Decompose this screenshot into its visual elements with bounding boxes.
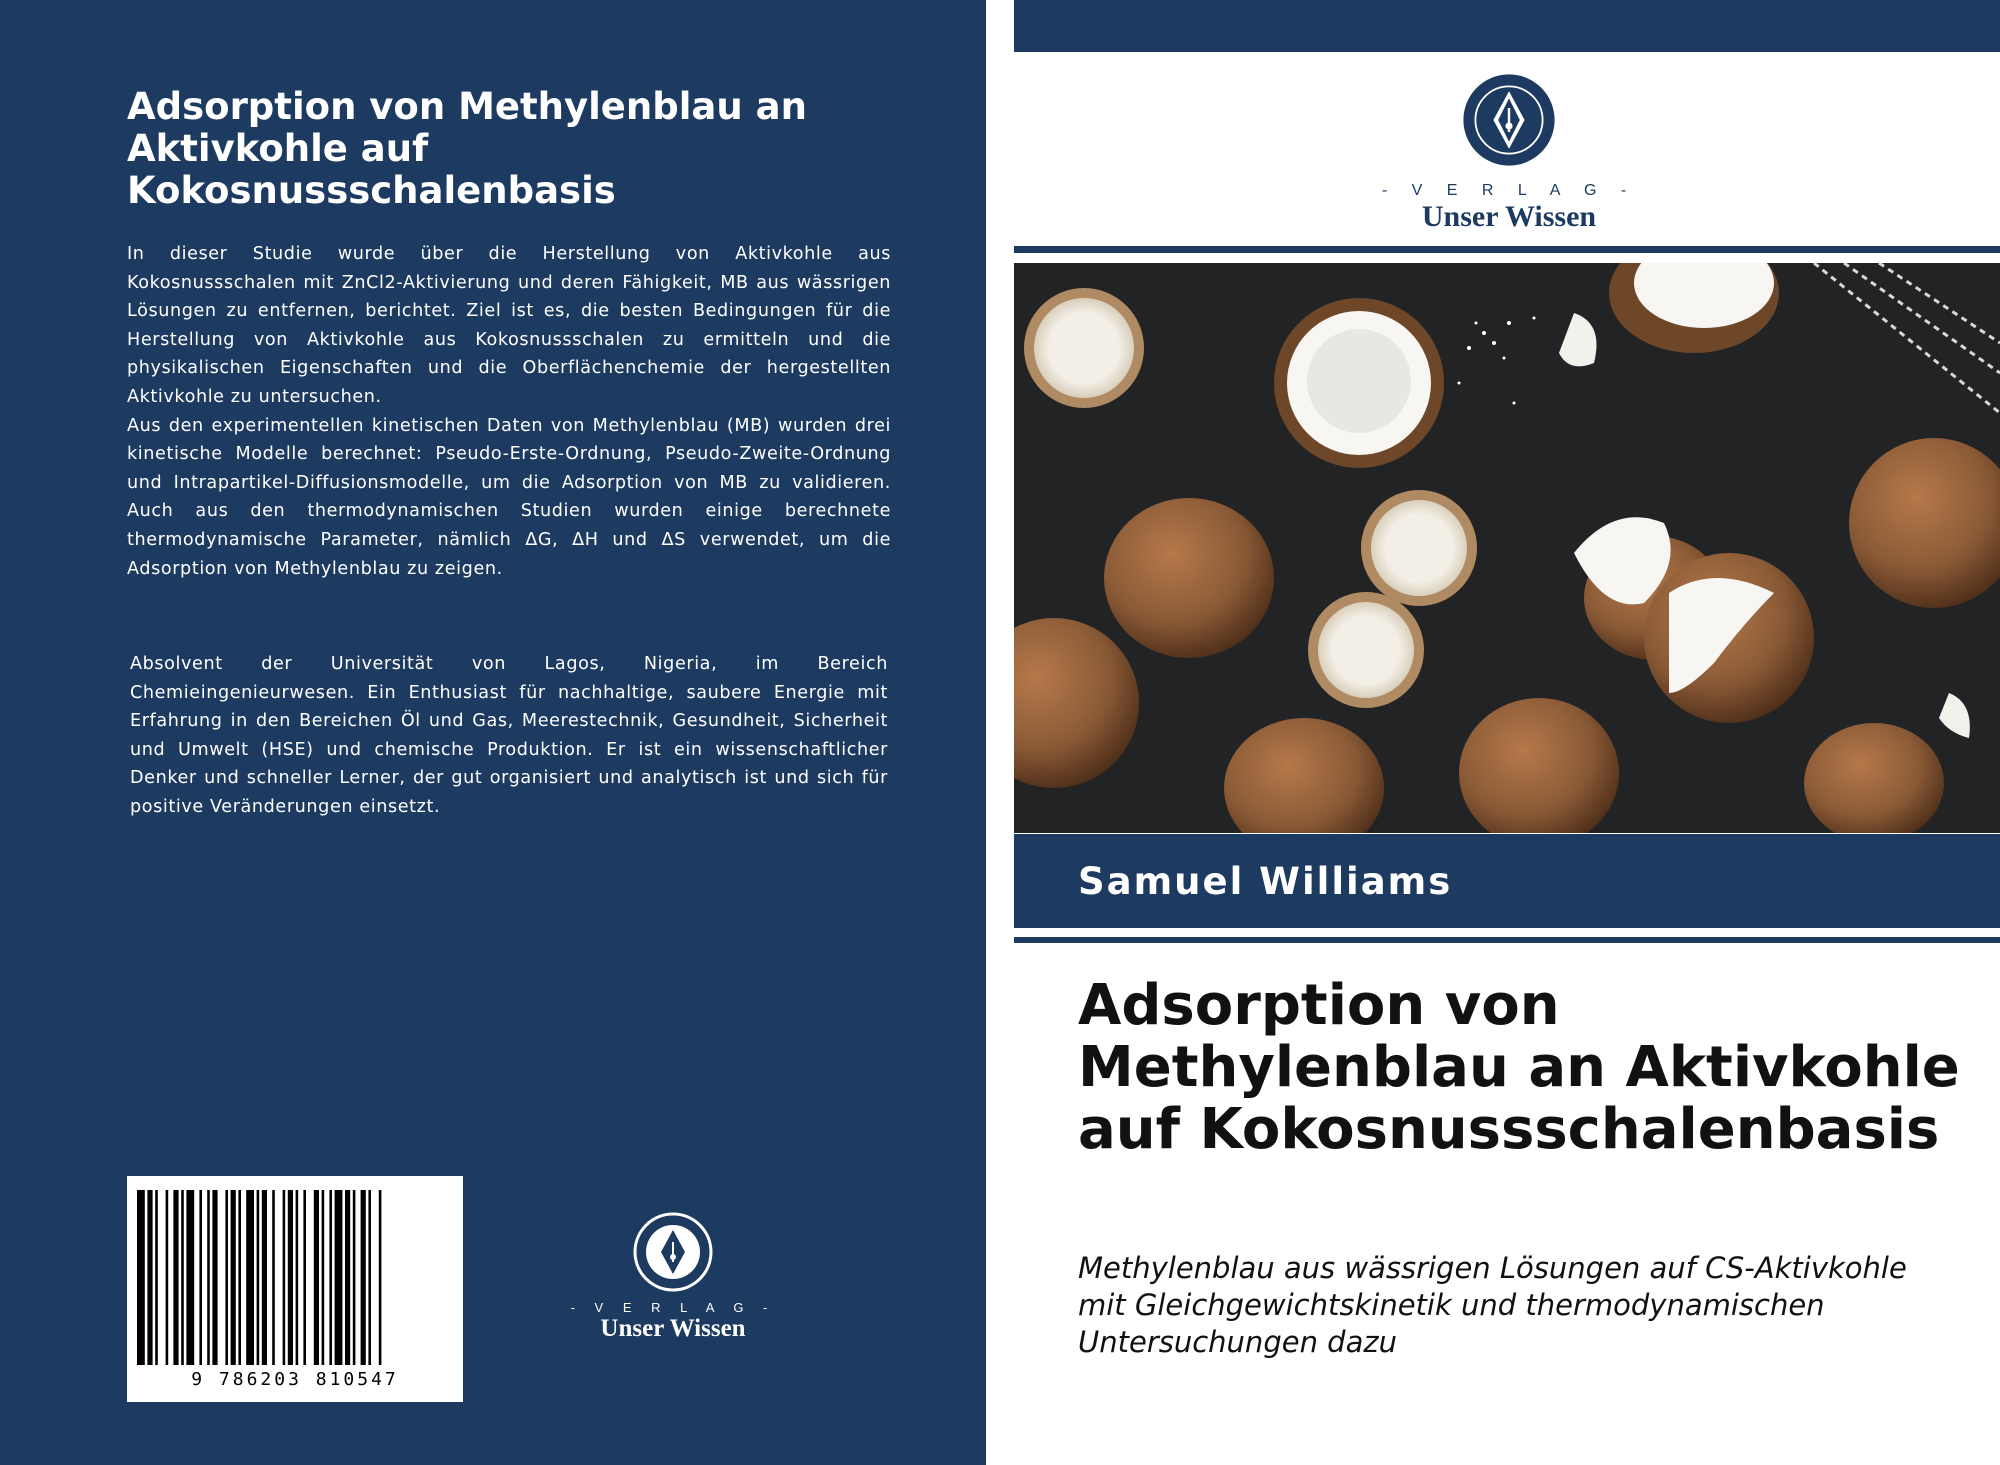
- cover-photo-coconuts: [1014, 263, 2000, 833]
- publisher-tagline: - V E R L A G -: [1381, 182, 1637, 199]
- publisher-name: Unser Wissen: [1421, 200, 1597, 233]
- isbn-number: 9 786203 810547: [191, 1369, 399, 1390]
- divider-line: [1014, 246, 2000, 253]
- front-cover: [1014, 0, 2000, 1465]
- publisher-tagline: - V E R L A G -: [570, 1300, 776, 1315]
- coconut-photo-illustration: [1014, 263, 2000, 833]
- author-name: Samuel Williams: [1078, 860, 1453, 903]
- author-bio: [130, 650, 888, 822]
- fountain-pen-seal-icon: [633, 1212, 713, 1292]
- description-paragraph: In dieser Studie wurde über die Herstellung von Aktivkohle aus Kokosnussschalen mit ZnCl2-Aktivierung und deren Fähigkeit, MB aus wässrigen Lösungen zu entfernen, berichtet. Ziel ist es, die besten Bedingungen für die Herstellung von Aktivkohle aus Kokosnussschalen zu ermitteln und die physikalischen Eigenschaften und die Oberflächenchemie der hergestellten Aktivkohle zu untersuchen.: [127, 244, 891, 407]
- publisher-logo-front: [1374, 72, 1644, 234]
- description-paragraph: Aus den experimentellen kinetischen Daten von Methylenblau (MB) wurden drei kinetische Modelle berechnet: Pseudo-Erste-Ordnung, Pseudo-Zweite-Ordnung und Intrapartikel-Diffusionsmodelle, um die Adsorption von MB zu validieren. Auch aus den thermodynamischen Studien wurden einige berechnete thermodynamische Parameter, nämlich ΔG, ΔH und ΔS verwendet, um die Adsorption von Methylenblau zu zeigen.: [127, 415, 891, 579]
- front-cover-subtitle: Methylenblau aus wässrigen Lösungen auf CS-Aktivkohle mit Gleichgewichtskinetik und thermodynamischen Untersuchungen dazu: [1078, 1251, 1907, 1359]
- back-cover-title: Adsorption von Methylenblau an Aktivkohle auf Kokosnussschalenbasis: [127, 85, 807, 212]
- front-cover-title: Adsorption von Methylenblau an Aktivkohle auf Kokosnussschalenbasis: [1078, 973, 1960, 1162]
- spine: [986, 0, 1014, 1465]
- author-bio-text: Absolvent der Universität von Lagos, Nigeria, im Bereich Chemieingenieurwesen. Ein Enthusiast für nachhaltige, saubere Energie mit Erfahrung in den Bereichen Öl und Gas, Meerestechnik, Gesundheit, Sicherheit und Umwelt (HSE) und chemische Produktion. Er ist ein wissenschaftlicher Denker und schneller Lerner, der gut organisiert und analytisch ist und sich für positive Veränderungen einsetzt.: [130, 654, 888, 817]
- book-description: [127, 240, 891, 583]
- fountain-pen-seal-icon: [1461, 72, 1557, 168]
- publisher-logo-back: [568, 1212, 778, 1343]
- publisher-name: Unser Wissen: [600, 1315, 746, 1342]
- back-cover: [0, 0, 986, 1465]
- divider-line: [1014, 937, 2000, 943]
- top-band: [1014, 0, 2000, 52]
- isbn-barcode: [127, 1176, 463, 1402]
